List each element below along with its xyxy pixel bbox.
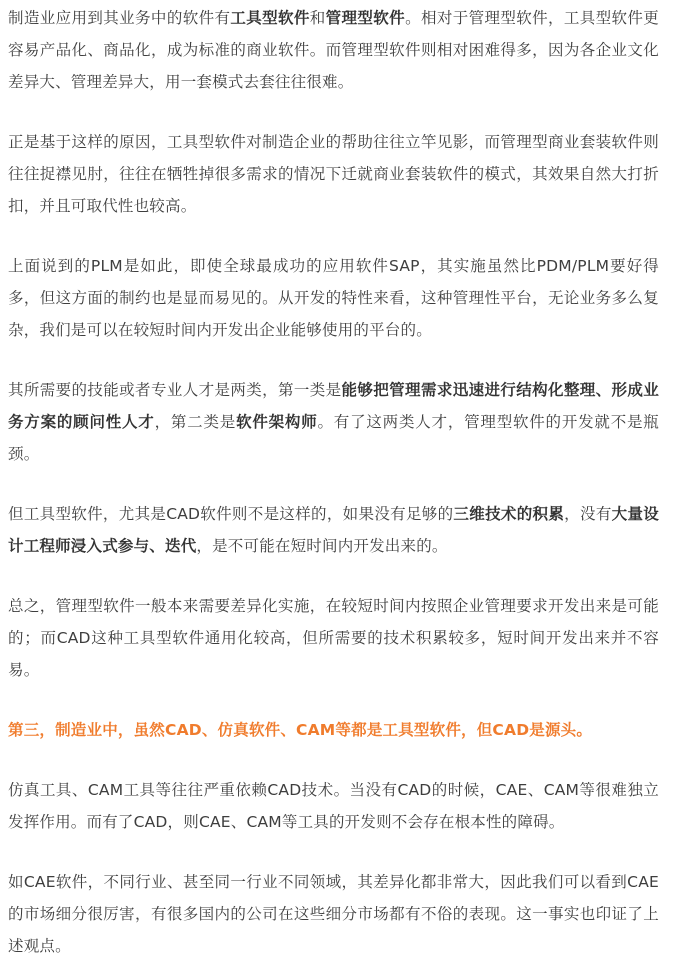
text: 。相对于管理型软件，工具型软件更容易产品化、商品化，成为标准的商业软件。而管理型软件则相对困难得多，因为各企业文化差异大、管理差异大，用一套模式去套往往很难。 — [8, 9, 659, 91]
paragraph-cae-market — [8, 866, 659, 962]
text: ，没有 — [564, 505, 612, 523]
text: 上面说到的PLM是如此，即使全球最成功的应用软件SAP，其实施虽然比PDM/PLM要好得多，但这方面的制约也是显而易见的。从开发的特性来看，这种管理性平台，无论业务多么复杂，我们是可以在较短时间内开发出企业能够使用的平台的。 — [8, 257, 659, 339]
article-body — [0, 2, 665, 962]
underlined-text: 如CAE软件，不同行业、甚至同一行业不同领域，其差异化都非常大，因此我们可以看到CAE的市场细分很厉害，有很多国内的公司在这些细分市场都有不俗的表现。这一事实也印证了上述观点。 — [8, 873, 659, 955]
bold-text: 工具型软件 — [230, 9, 310, 27]
bold-text: 能够把管理需求迅速进行结构化整理、形成业务方案的顾问性人才 — [8, 381, 659, 431]
text: 但工具型软件，尤其是CAD软件则不是这样的，如果没有足够的 — [8, 505, 454, 523]
text: 制造业应用到其业务中的软件有 — [8, 9, 231, 27]
paragraph-plm-sap — [8, 250, 659, 346]
text: 。有了这两类人才，管理型软件的开发就不是瓶颈。 — [8, 413, 659, 463]
underlined-text: 总之，管理型软件一般本来需要差异化实施，在较短时间内按照企业管理要求开发出来是可能的；而CAD这种工具型软件通用化较高，但所需要的技术积累较多，短时间开发出来并不容易。 — [8, 597, 659, 679]
bold-text: 管理型软件 — [325, 9, 406, 27]
text: ，第二类是 — [154, 413, 237, 431]
bold-text: 软件架构师 — [236, 413, 318, 431]
paragraph-talent-types — [8, 374, 659, 470]
text: 仿真工具、CAM工具等往往严重依赖CAD技术。当没有CAD的时候，CAE、CAM等很难独立发挥作用。而有了CAD，则CAE、CAM等工具的开发则不会存在根本性的障碍。 — [8, 781, 659, 831]
bold-text: 三维技术的积累 — [453, 505, 565, 523]
text: 和 — [309, 9, 326, 27]
bold-text: 大量设计工程师浸入式参与、迭代 — [8, 505, 659, 555]
paragraph-software-types — [8, 2, 659, 98]
paragraph-tool-vs-management — [8, 126, 659, 222]
text: 其所需要的技能或者专业人才是两类，第一类是 — [8, 381, 342, 399]
paragraph-cad-difficulty — [8, 498, 659, 562]
underlined-text: 正是基于这样的原因，工具型软件对制造企业的帮助往往立竿见影，而管理型商业套装软件则往往捉襟见肘，往往在牺牲掉很多需求的情况下迁就商业套装软件的模式，其效果自然大打折扣，并且可取代性也较高。 — [8, 133, 659, 215]
paragraph-cae-cam-dependency — [8, 774, 659, 838]
text: ，是不可能在短时间内开发出来的。 — [196, 537, 448, 555]
paragraph-summary — [8, 590, 659, 686]
section-heading-third: 第三，制造业中，虽然CAD、仿真软件、CAM等都是工具型软件，但CAD是源头。 — [8, 721, 593, 739]
